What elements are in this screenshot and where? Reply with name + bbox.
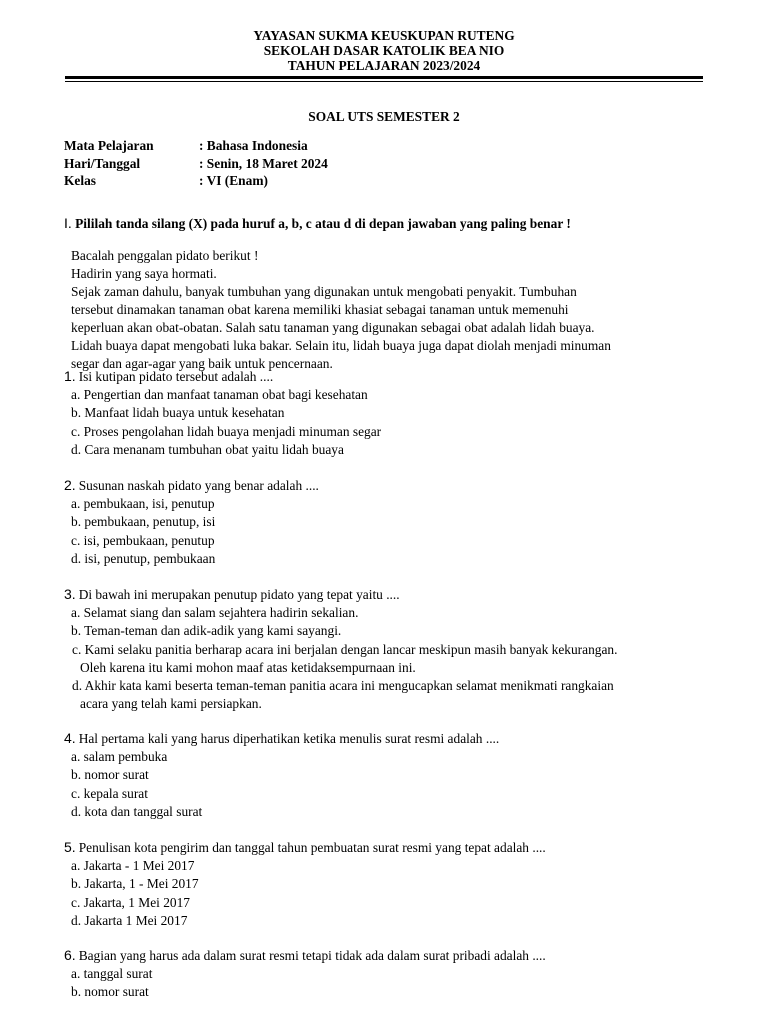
exam-title: SOAL UTS SEMESTER 2 [308, 109, 460, 124]
meta-value: : Bahasa Indonesia [199, 138, 308, 153]
question-text: Bagian yang harus ada dalam surat resmi tetapi tidak ada dalam surat pribadi adalah .... [78, 948, 546, 963]
option-a[interactable]: a. salam pembuka [71, 749, 168, 765]
option-b[interactable]: b. nomor surat [71, 984, 149, 1000]
option-d[interactable]: d. Jakarta 1 Mei 2017 [71, 912, 188, 928]
option-a[interactable]: a. Pengertian dan manfaat tanaman obat bagi kesehatan [71, 387, 368, 403]
section-instruction [64, 215, 571, 232]
option-a[interactable]: a. tanggal surat [71, 966, 153, 982]
exam-meta [64, 137, 328, 190]
question-stem [64, 946, 724, 965]
school-header [0, 29, 768, 73]
question-number: 5. [64, 839, 76, 855]
meta-date [64, 155, 328, 173]
header-academic-year: TAHUN PELAJARAN 2023/2024 [287, 57, 481, 73]
question-3 [64, 585, 724, 713]
question-stem [64, 729, 724, 748]
question-1 [64, 367, 724, 459]
question-stem [64, 838, 724, 857]
header-foundation: YAYASAN SUKMA KEUSKUPAN RUTENG [253, 28, 515, 43]
option-a[interactable]: a. Jakarta - 1 Mei 2017 [71, 858, 195, 874]
meta-value: : Senin, 18 Maret 2024 [199, 155, 328, 171]
instruction-text: Pililah tanda silang (X) pada huruf a, b, c atau d di depan jawaban yang paling benar ! [71, 216, 571, 231]
question-2 [64, 476, 724, 568]
question-stem [64, 476, 724, 495]
question-5 [64, 838, 724, 930]
meta-subject [64, 137, 328, 155]
question-stem [64, 367, 724, 386]
option-b[interactable]: b. Jakarta, 1 - Mei 2017 [71, 876, 199, 892]
passage-line: keperluan akan obat-obatan. Salah satu tanaman yang digunakan sebagai obat adalah lidah buaya. [71, 320, 595, 335]
question-text: Di bawah ini merupakan penutup pidato yang tepat yaitu .... [78, 587, 400, 602]
question-number: 4. [64, 730, 76, 746]
passage-line: Hadirin yang saya hormati. [71, 266, 217, 281]
header-divider-thick [65, 76, 703, 79]
meta-label: Kelas [64, 173, 96, 189]
question-text: Isi kutipan pidato tersebut adalah .... [78, 369, 274, 384]
meta-label: Mata Pelajaran [64, 138, 154, 153]
passage-line: tersebut dinamakan tanaman obat karena memiliki khasiat sebagai tanaman untuk memenuhi [71, 302, 569, 317]
question-number: 3. [64, 586, 76, 602]
question-text: Hal pertama kali yang harus diperhatikan ketika menulis surat resmi adalah .... [78, 731, 500, 746]
question-stem [64, 585, 724, 604]
option-c[interactable]: c. isi, pembukaan, penutup [71, 532, 215, 548]
header-school-name: SEKOLAH DASAR KATOLIK BEA NIO [263, 42, 505, 58]
option-a[interactable]: a. pembukaan, isi, penutup [71, 496, 215, 512]
option-b[interactable]: b. Teman-teman dan adik-adik yang kami sayangi. [71, 623, 342, 639]
header-divider-thin [65, 81, 703, 82]
option-c[interactable]: c. kepala surat [71, 785, 148, 801]
question-text: Susunan naskah pidato yang benar adalah .... [78, 478, 319, 493]
option-a[interactable]: a. Selamat siang dan salam sejahtera hadirin sekalian. [71, 605, 359, 621]
option-d-continuation: acara yang telah kami persiapkan. [80, 696, 262, 712]
meta-value: : VI (Enam) [199, 173, 268, 189]
speech-passage [71, 247, 701, 373]
passage-line: segar dan agar-agar yang baik untuk pencernaan. [71, 356, 333, 371]
option-b[interactable]: b. Manfaat lidah buaya untuk kesehatan [71, 405, 285, 421]
option-c[interactable]: c. Jakarta, 1 Mei 2017 [71, 894, 190, 910]
passage-line: Sejak zaman dahulu, banyak tumbuhan yang digunakan untuk mengobati penyakit. Tumbuhan [71, 284, 577, 299]
option-c-continuation: Oleh karena itu kami mohon maaf atas ketidaksempurnaan ini. [80, 659, 416, 675]
question-number: 2. [64, 477, 76, 493]
question-4 [64, 729, 724, 821]
option-d[interactable]: d. Akhir kata kami beserta teman-teman panitia acara ini mengucapkan selamat menikmati rangkaian [72, 678, 614, 694]
option-c[interactable]: c. Proses pengolahan lidah buaya menjadi minuman segar [71, 423, 382, 439]
option-c[interactable]: c. Kami selaku panitia berharap acara ini berjalan dengan lancar meskipun masih banyak kekurangan. [72, 641, 618, 657]
option-d[interactable]: d. isi, penutup, pembukaan [71, 550, 216, 566]
passage-line: Bacalah penggalan pidato berikut ! [71, 248, 259, 263]
passage-line: Lidah buaya dapat mengobati luka bakar. Selain itu, lidah buaya juga dapat diolah menjadi minuman [71, 338, 611, 353]
option-d[interactable]: d. kota dan tanggal surat [71, 803, 203, 819]
question-6 [64, 946, 724, 1002]
meta-label: Hari/Tanggal [64, 155, 141, 171]
meta-class [64, 172, 328, 190]
section-number: I. [64, 215, 72, 231]
question-number: 6. [64, 947, 76, 963]
option-b[interactable]: b. pembukaan, penutup, isi [71, 514, 216, 530]
option-d[interactable]: d. Cara menanam tumbuhan obat yaitu lidah buaya [71, 441, 344, 457]
option-b[interactable]: b. nomor surat [71, 767, 149, 783]
question-text: Penulisan kota pengirim dan tanggal tahun pembuatan surat resmi yang tepat adalah .... [78, 840, 546, 855]
question-number: 1. [64, 368, 76, 384]
